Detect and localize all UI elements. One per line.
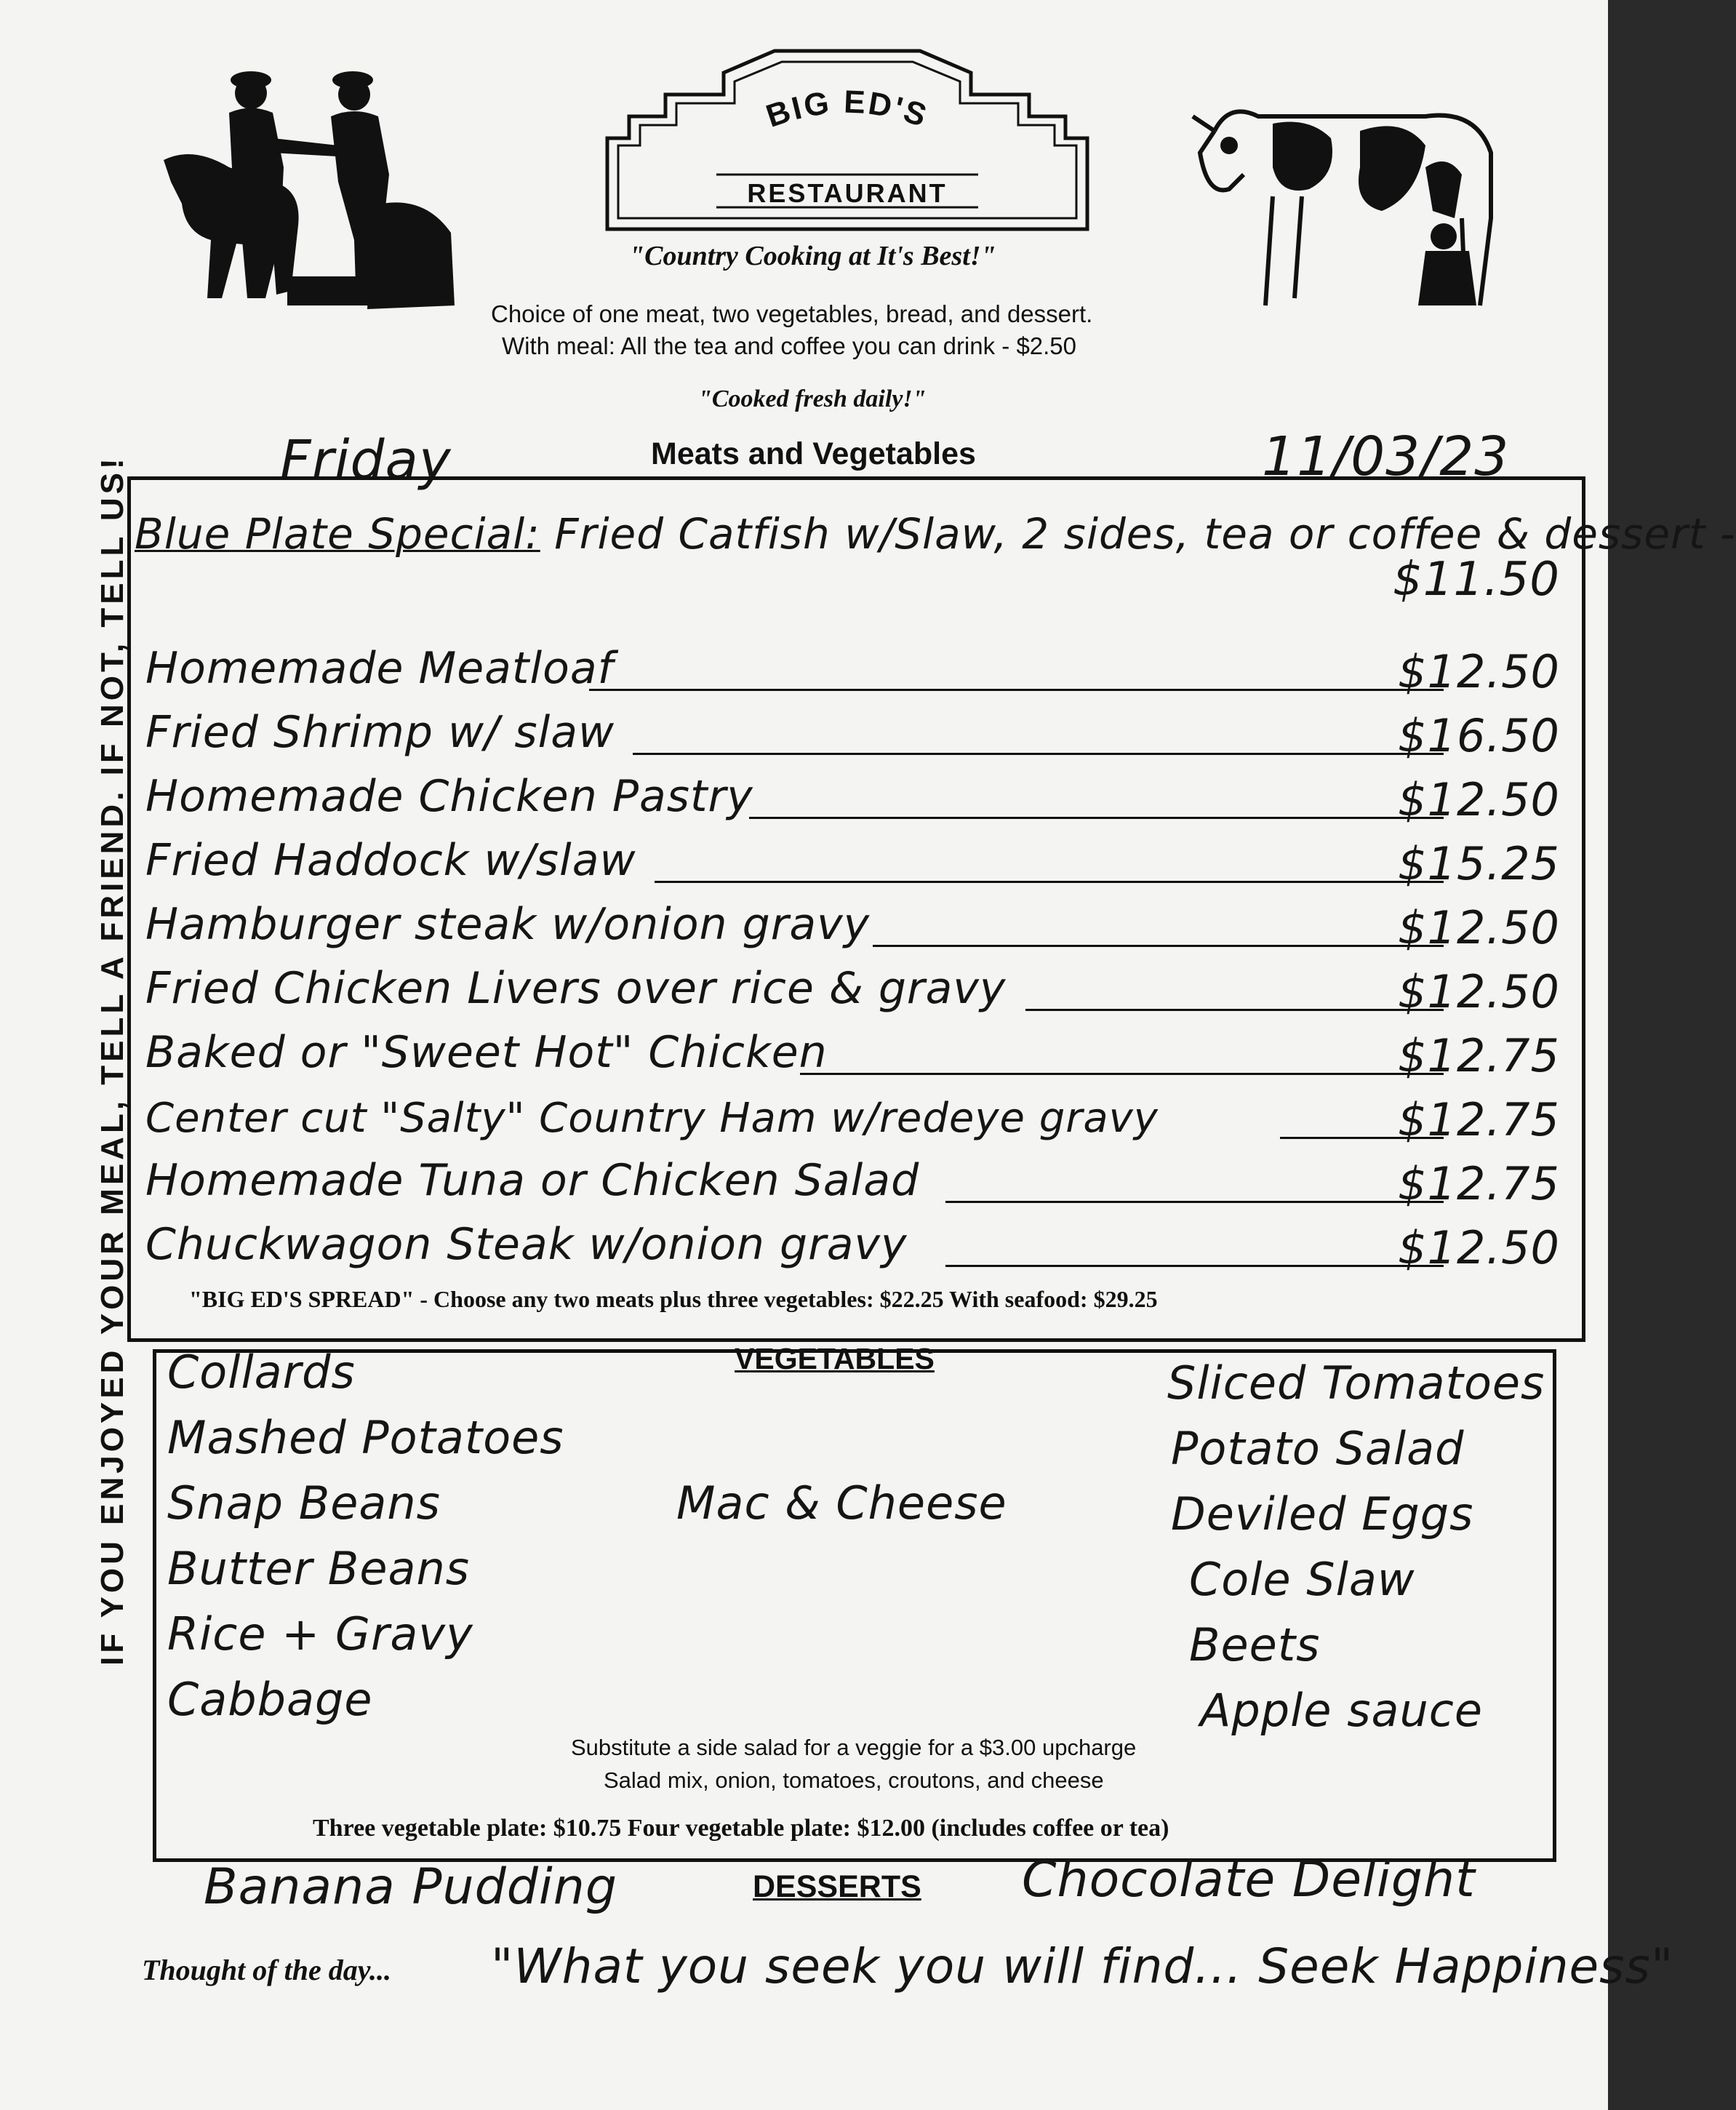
desserts-title: DESSERTS [753,1869,921,1904]
menu-item-price: $12.50 [1398,645,1560,698]
menu-item-name: Hamburger steak w/onion gravy [145,899,871,950]
vegetable-plate-prices: Three vegetable plate: $10.75 Four vegetable plate: $12.00 (includes coffee or tea) [313,1815,1169,1842]
menu-item [145,1088,1560,1146]
cow-with-milkmaid-icon [1185,87,1527,313]
menu-item-price: $12.50 [1398,901,1560,954]
vegetable-item: Collards [167,1346,356,1399]
cooked-fresh-note: "Cooked fresh daily!" [698,385,927,412]
leader-line [589,689,1444,691]
menu-item-name: Fried Chicken Livers over rice & gravy [145,963,1007,1014]
leader-line [1025,1009,1444,1011]
vegetable-item: Snap Beans [167,1476,441,1530]
menu-item [145,768,1560,826]
day-of-week: Friday [280,429,452,492]
menu-item-price: $12.50 [1398,773,1560,826]
special-label: Blue Plate Special: [135,509,540,559]
leader-line [945,1201,1444,1203]
menu-item [145,896,1560,954]
menu-item-price: $12.75 [1398,1093,1560,1146]
leader-line [873,945,1444,947]
side-message: IF YOU ENJOYED YOUR MEAL, TELL A FRIEND. IF NOT, TELL US! [95,455,130,1666]
menu-item-price: $16.50 [1398,709,1560,762]
blue-plate-special [135,509,1736,559]
vegetable-item: Cabbage [167,1673,373,1726]
leader-line [800,1073,1444,1075]
vegetable-item: Mashed Potatoes [167,1411,564,1464]
menu-item-price: $12.75 [1398,1157,1560,1210]
farmers-silhouette-icon [164,58,458,320]
vegetable-item: Mac & Cheese [676,1476,1007,1530]
menu-item-name: Homemade Tuna or Chicken Salad [145,1155,920,1206]
meats-section-title: Meats and Vegetables [651,436,976,471]
svg-text:BIG ED'S: BIG ED'S [761,84,933,135]
leader-line [945,1265,1444,1267]
menu-item-name: Fried Shrimp w/ slaw [145,707,615,758]
menu-item-price: $12.75 [1398,1029,1560,1082]
vegetable-item: Rice + Gravy [167,1607,473,1661]
menu-date: 11/03/23 [1262,425,1510,488]
big-eds-spread: "BIG ED'S SPREAD" - Choose any two meats plus three vegetables: $22.25 With seafood: $29.25 [189,1286,1158,1312]
leader-line [633,753,1444,755]
tagline: "Country Cooking at It's Best!" [629,241,996,271]
menu-item [145,640,1560,698]
restaurant-logo [600,36,1095,251]
menu-item-name: Chuckwagon Steak w/onion gravy [145,1219,908,1270]
vegetable-item: Butter Beans [167,1542,471,1595]
menu-item-price: $15.25 [1398,837,1560,890]
leader-line [655,881,1444,883]
vegetable-item: Apple sauce [1200,1684,1484,1737]
menu-item [145,832,1560,890]
dessert-item: Banana Pudding [204,1858,618,1916]
menu-item-price: $12.50 [1398,1221,1560,1274]
thought-of-the-day: "What you seek you will find... Seek Happiness" [491,1938,1674,1994]
menu-item-price: $12.50 [1398,965,1560,1018]
menu-item-name: Center cut "Salty" Country Ham w/redeye gravy [145,1095,1159,1142]
menu-item [145,1216,1560,1274]
dessert-item: Chocolate Delight [1022,1851,1476,1909]
vegetable-item: Deviled Eggs [1171,1487,1474,1540]
menu-item [145,1152,1560,1210]
vegetable-item: Beets [1189,1618,1321,1671]
menu-item-name: Homemade Chicken Pastry [145,771,753,822]
thought-label: Thought of the day... [142,1954,391,1986]
vegetable-item: Sliced Tomatoes [1167,1356,1545,1410]
special-description: Fried Catfish w/Slaw, 2 sides, tea or coffee & dessert - [554,509,1736,559]
meal-info-line-1: Choice of one meat, two vegetables, bread, and dessert. [491,300,1093,327]
menu-item-name: Homemade Meatloaf [145,643,614,694]
special-price: $11.50 [1393,553,1560,607]
menu-item [145,704,1560,762]
menu-item [145,960,1560,1018]
vegetables-title: VEGETABLES [735,1342,935,1375]
svg-text:RESTAURANT: RESTAURANT [747,178,948,208]
menu-item-name: Baked or "Sweet Hot" Chicken [145,1027,828,1078]
menu-item-name: Fried Haddock w/slaw [145,835,636,886]
leader-line [749,817,1444,819]
meal-info-line-2: With meal: All the tea and coffee you can drink - $2.50 [502,332,1077,359]
vegetable-item: Cole Slaw [1189,1553,1415,1606]
salad-substitute-note: Substitute a side salad for a veggie for a $3.00 upcharge [571,1735,1137,1760]
salad-description: Salad mix, onion, tomatoes, croutons, and cheese [604,1767,1104,1793]
menu-item [145,1024,1560,1082]
vegetable-item: Potato Salad [1171,1422,1465,1475]
